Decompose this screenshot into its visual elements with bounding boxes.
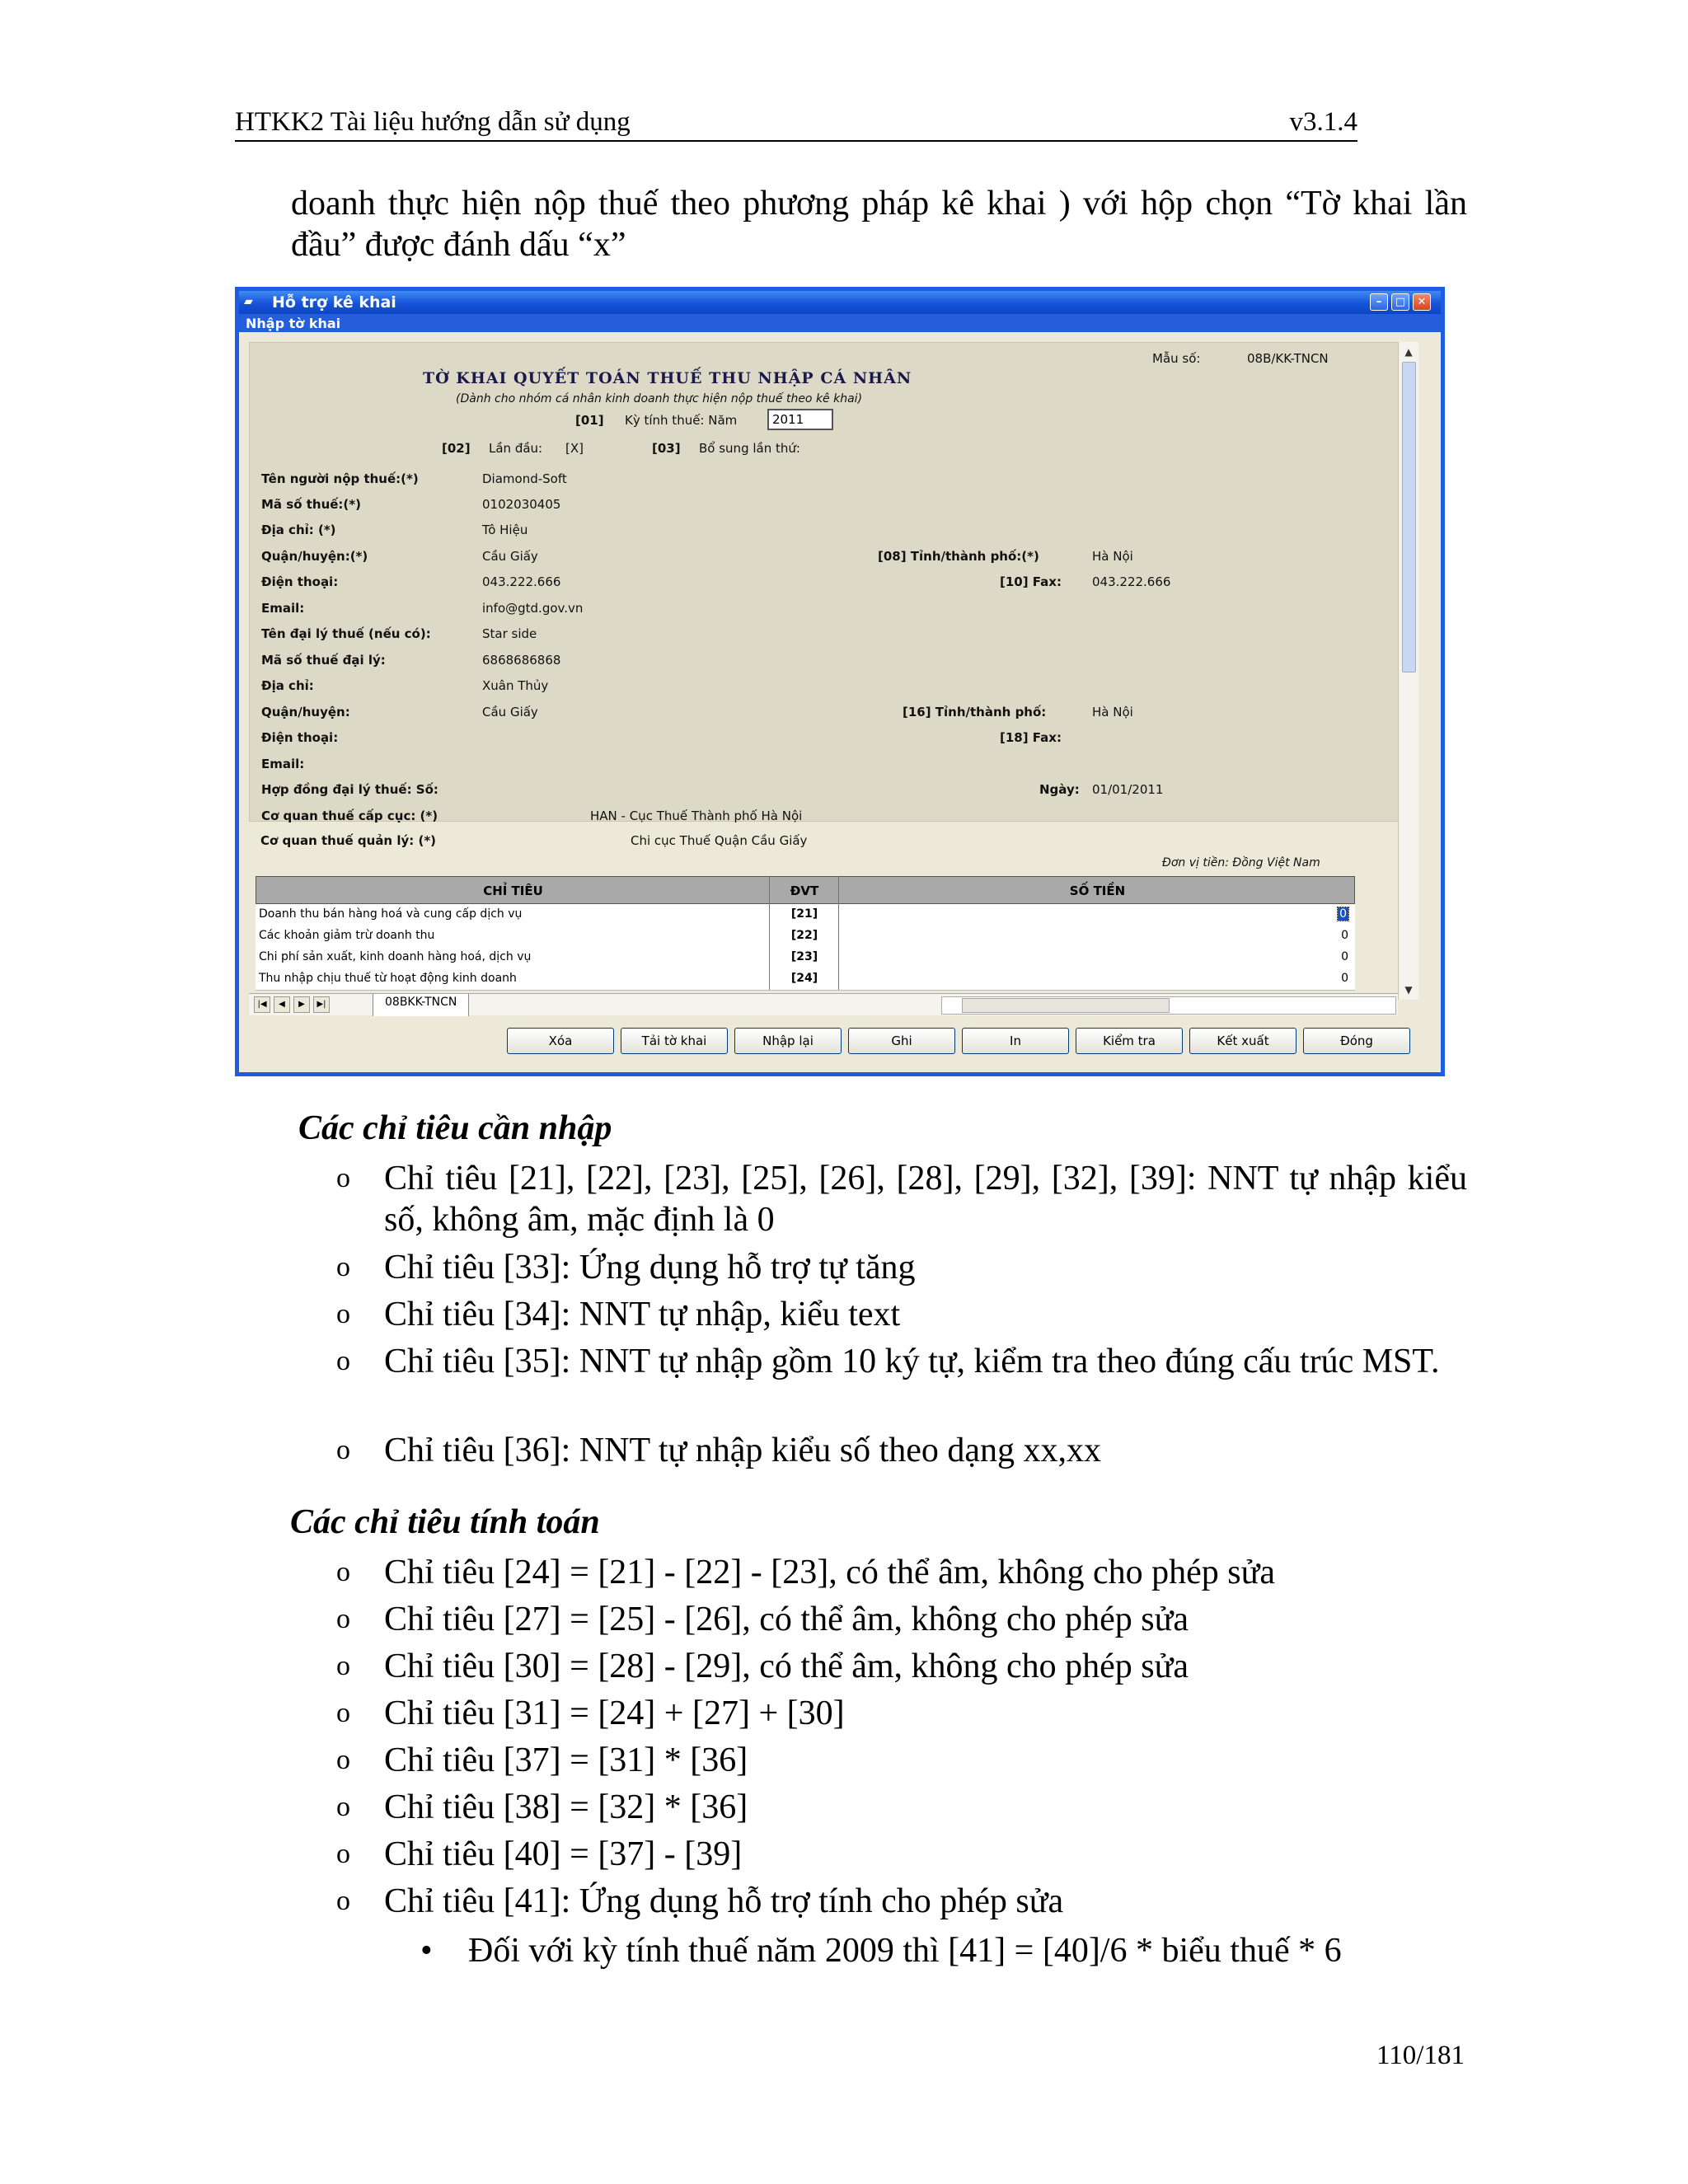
minimize-icon[interactable]: – [1370, 293, 1388, 311]
intro-paragraph: doanh thực hiện nộp thuế theo phương pháp kê khai ) với hộp chọn “Tờ khai lần đầu” được đánh dấu “x” [291, 185, 1467, 264]
tax-dept-select[interactable]: HAN - Cục Thuế Thành phố Hà Nội [590, 808, 803, 823]
list-item-text: Chỉ tiêu [35]: NNT tự nhập gồm 10 ký tự, kiểm tra theo đúng cấu trúc MST. [384, 1343, 1440, 1380]
field-label: Quận/huyện:(*) [261, 549, 368, 564]
list-item-text: Chỉ tiêu [41]: Ứng dụng hỗ trợ tính cho phép sửa [384, 1882, 1064, 1920]
row-code: [21] [790, 907, 818, 921]
bullet-circle-icon: o [336, 1435, 350, 1465]
table-row[interactable] [256, 968, 1355, 991]
load-form-button[interactable]: Tải tờ khai [621, 1028, 728, 1054]
c08-label: [08] Tỉnh/thành phố:(*) [878, 549, 1039, 564]
list-item-text: Chỉ tiêu [33]: Ứng dụng hỗ trợ tự tăng [384, 1249, 916, 1286]
mau-so-value: 08B/KK-TNCN [1247, 351, 1329, 366]
doc-title: HTKK2 Tài liệu hướng dẫn sử dụng [235, 107, 631, 137]
amount-input: 0 [1341, 972, 1348, 985]
form-subtitle: (Dành cho nhóm cá nhân kinh doanh thực hiện nộp thuế theo kê khai) [456, 392, 863, 405]
grid-header-amount: SỐ TIỀN [1069, 883, 1126, 898]
list-item-text: Chỉ tiêu [38] = [32] * [36] [384, 1788, 748, 1826]
first-time-checkbox[interactable]: [X] [565, 441, 584, 456]
c10-label: [10] Fax: [1000, 574, 1062, 589]
bullet-circle-icon: o [336, 1886, 350, 1916]
app-window [235, 287, 1445, 1076]
tax-office-select[interactable]: Chi cục Thuế Quận Cầu Giấy [631, 833, 808, 848]
sub-list-item-text: Đối với kỳ tính thuế năm 2009 thì [41] = [40]/6 * biểu thuế * 6 [468, 1932, 1342, 1970]
field-label: Điện thoại: [261, 574, 339, 589]
agent-address-input[interactable]: Xuân Thủy [482, 678, 549, 693]
hscroll-thumb[interactable] [962, 998, 1170, 1013]
field-label: Tên đại lý thuế (nếu có): [261, 626, 431, 641]
bullet-circle-icon: o [336, 1252, 350, 1282]
amount-input[interactable]: 0 [1341, 950, 1348, 963]
window-title: Hỗ trợ kê khai [272, 293, 396, 312]
field-label: Email: [261, 757, 305, 771]
bullet-circle-icon: o [336, 1745, 350, 1775]
table-row[interactable] [256, 947, 1355, 969]
export-button[interactable]: Kết xuất [1189, 1028, 1296, 1054]
close-icon[interactable]: ✕ [1413, 293, 1431, 311]
list-item-text: Chỉ tiêu [27] = [25] - [26], có thể âm, không cho phép sửa [384, 1601, 1189, 1638]
list-item-text: Chỉ tiêu [31] = [24] + [27] + [30] [384, 1694, 845, 1732]
bullet-circle-icon: o [336, 1557, 350, 1587]
list-item-text: Chỉ tiêu [40] = [37] - [39] [384, 1835, 743, 1873]
tax-year-input[interactable]: 2011 [767, 409, 833, 430]
row-name: Doanh thu bán hàng hoá và cung cấp dịch vụ [259, 907, 523, 921]
first-sheet-icon[interactable]: |◀ [254, 996, 270, 1013]
mau-so-label: Mẫu số: [1152, 351, 1201, 366]
agent-province-input[interactable]: Hà Nội [1092, 705, 1133, 719]
tax-code-input[interactable]: 0102030405 [482, 497, 561, 512]
c03-label: Bổ sung lần thứ: [699, 441, 800, 456]
field-label: Mã số thuế:(*) [261, 497, 361, 512]
ngay-label: Ngày: [1039, 782, 1080, 797]
taxpayer-name-input[interactable]: Diamond-Soft [482, 471, 567, 486]
scroll-down-icon[interactable]: ▼ [1404, 984, 1413, 996]
row-name: Thu nhập chịu thuế từ hoạt động kinh doanh [259, 972, 517, 985]
row-name: Chi phí sản xuất, kinh doanh hàng hoá, dịch vụ [259, 950, 532, 963]
list-item [336, 1158, 1467, 1242]
list-item-text: Chỉ tiêu [36]: NNT tự nhập kiểu số theo dạng xx,xx [384, 1432, 1102, 1469]
c16-label: [16] Tỉnh/thành phố: [903, 705, 1047, 719]
grid-header [256, 876, 1355, 904]
field-label: Email: [261, 601, 305, 616]
field-label: Quận/huyện: [261, 705, 350, 719]
cq-quan-ly-label: Cơ quan thuế quản lý: (*) [260, 833, 437, 848]
district-input[interactable]: Cầu Giấy [482, 549, 538, 564]
document-header [235, 105, 1357, 142]
prev-sheet-icon[interactable]: ◀ [274, 996, 290, 1013]
last-sheet-icon[interactable]: ▶| [313, 996, 330, 1013]
grid-header-unit: ĐVT [790, 883, 819, 898]
sheet-tab-strip [249, 993, 1398, 1015]
bullet-circle-icon: o [336, 1604, 350, 1634]
row-code: [23] [790, 950, 818, 963]
field-label: Mã số thuế đại lý: [261, 653, 386, 668]
list-item-text: Chỉ tiêu [34]: NNT tự nhập, kiểu text [384, 1296, 901, 1333]
app-icon: ▰ [244, 295, 253, 308]
email-input[interactable]: info@gtd.gov.vn [482, 601, 584, 616]
vertical-scrollbar[interactable] [1398, 342, 1418, 1000]
c18-label: [18] Fax: [1000, 730, 1062, 745]
list-item-text: Chỉ tiêu [24] = [21] - [22] - [23], có thể âm, không cho phép sửa [384, 1554, 1276, 1591]
form-area [249, 342, 1408, 822]
amount-input[interactable]: 0 [1339, 907, 1347, 921]
c02-code: [02] [442, 441, 471, 456]
close-button[interactable]: Đóng [1303, 1028, 1410, 1054]
grid-divider [769, 876, 770, 990]
maximize-icon[interactable]: □ [1391, 293, 1409, 311]
bullet-circle-icon: o [336, 1792, 350, 1822]
address-input[interactable]: Tô Hiệu [482, 523, 528, 537]
list-item-text: Chỉ tiêu [30] = [28] - [29], có thể âm, không cho phép sửa [384, 1647, 1189, 1685]
form-title: TỜ KHAI QUYẾT TOÁN THUẾ THU NHẬP CÁ NHÂN [423, 369, 912, 387]
agent-name-input[interactable]: Star side [482, 626, 537, 641]
reset-button[interactable]: Nhập lại [734, 1028, 842, 1054]
page-number: 110/181 [1376, 2041, 1465, 2070]
contract-date-input[interactable]: 01/01/2011 [1092, 782, 1164, 797]
next-sheet-icon[interactable]: ▶ [293, 996, 310, 1013]
bullet-circle-icon: o [336, 1651, 350, 1681]
field-label: Địa chỉ: (*) [261, 523, 336, 537]
c03-code: [03] [652, 441, 681, 456]
horizontal-scrollbar[interactable] [941, 996, 1396, 1015]
agent-tax-code-input[interactable]: 6868686868 [482, 653, 561, 668]
save-button[interactable]: Ghi [848, 1028, 955, 1054]
section-heading-input: Các chỉ tiêu cần nhập [298, 1109, 612, 1147]
section-heading-calc: Các chỉ tiêu tính toán [290, 1503, 600, 1541]
province-input[interactable]: Hà Nội [1092, 549, 1133, 564]
field-label: Điện thoại: [261, 730, 339, 745]
doc-version: v3.1.4 [1289, 107, 1357, 137]
c01-label: Kỳ tính thuế: Năm [625, 413, 738, 428]
window-titlebar [239, 291, 1441, 314]
print-button[interactable]: In [962, 1028, 1069, 1054]
window-subtitle-bar [239, 314, 1441, 332]
c02-label: Lần đầu: [489, 441, 543, 456]
bullet-circle-icon: o [336, 1299, 350, 1329]
cq-cap-cuc-label: Cơ quan thuế cấp cục: (*) [261, 808, 438, 823]
currency-unit: Đơn vị tiền: Đồng Việt Nam [1162, 856, 1320, 869]
table-row[interactable] [256, 904, 1355, 926]
delete-button[interactable]: Xóa [507, 1028, 614, 1054]
scroll-up-icon[interactable]: ▲ [1404, 346, 1413, 358]
grid-divider [838, 876, 839, 990]
bullet-circle-icon: o [336, 1698, 350, 1728]
bullet-circle-icon: o [336, 1163, 350, 1193]
agent-district-input[interactable]: Cầu Giấy [482, 705, 538, 719]
sheet-tab[interactable]: 08BKK-TNCN [373, 994, 469, 1018]
row-code: [22] [790, 929, 818, 942]
fax-input[interactable]: 043.222.666 [1092, 574, 1171, 589]
list-item-text: Chỉ tiêu [21], [22], [23], [25], [26], [28], [29], [32], [39]: NNT tự nhập kiểu số, không âm, mặc định là 0 [384, 1160, 1467, 1239]
bullet-circle-icon: o [336, 1346, 350, 1376]
field-label: Tên người nộp thuế:(*) [261, 471, 419, 486]
window-subtitle: Nhập tờ khai [246, 316, 341, 331]
button-bar [239, 1016, 1441, 1074]
row-code: [24] [790, 972, 818, 985]
field-label: Địa chỉ: [261, 678, 314, 693]
phone-input[interactable]: 043.222.666 [482, 574, 561, 589]
row-name: Các khoản giảm trừ doanh thu [259, 929, 435, 942]
amount-input[interactable]: 0 [1341, 929, 1348, 942]
bullet-circle-icon: o [336, 1839, 350, 1869]
list-item-text: Chỉ tiêu [37] = [31] * [36] [384, 1741, 748, 1779]
grid-header-indicator: CHỈ TIÊU [483, 883, 543, 898]
scroll-thumb[interactable] [1402, 362, 1416, 673]
check-button[interactable]: Kiểm tra [1076, 1028, 1183, 1054]
table-row[interactable] [256, 926, 1355, 948]
c01-code: [01] [575, 413, 604, 428]
bullet-dot-icon: • [420, 1932, 433, 1970]
field-label: Hợp đồng đại lý thuế: Số: [261, 782, 438, 797]
